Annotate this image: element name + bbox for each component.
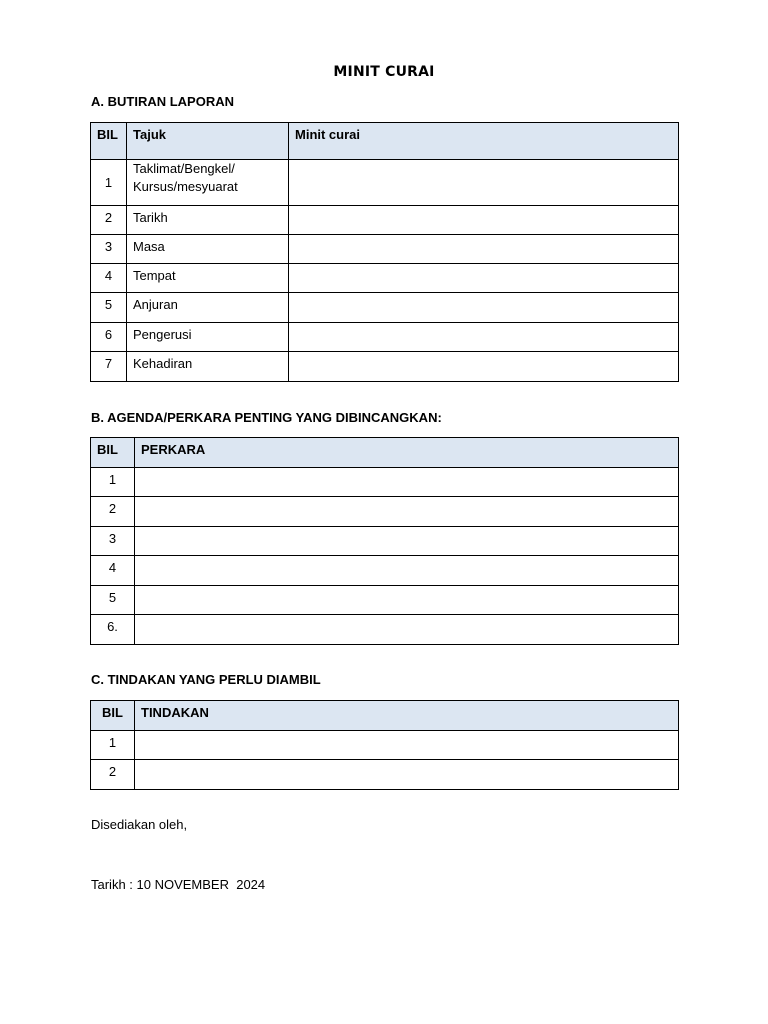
page-title: MINIT CURAI [333,64,435,80]
minit-cell[interactable] [289,323,679,352]
row-number: 1 [91,160,127,206]
tajuk-line: Taklimat/Bengkel/ [133,161,235,176]
header-bil: BIL [91,438,135,468]
section-c-heading: C. TINDAKAN YANG PERLU DIAMBIL [91,672,321,687]
table-row [91,323,679,352]
section-a-heading: A. BUTIRAN LAPORAN [91,94,234,109]
minit-cell[interactable] [289,293,679,323]
perkara-cell[interactable] [135,615,679,645]
table-row [91,352,679,382]
row-tajuk: Tarikh [127,206,289,235]
tindakan-cell[interactable] [135,731,679,760]
row-number: 4 [91,556,135,586]
row-tajuk: Anjuran [127,293,289,323]
table-header-row [91,701,679,731]
table-row [91,731,679,760]
table-header-row [91,438,679,468]
row-tajuk [127,160,289,206]
table-row [91,615,679,645]
minit-cell[interactable] [289,352,679,382]
table-row [91,206,679,235]
perkara-cell[interactable] [135,556,679,586]
perkara-cell[interactable] [135,527,679,556]
row-tajuk: Pengerusi [127,323,289,352]
table-row [91,235,679,264]
row-tajuk: Masa [127,235,289,264]
tajuk-line: Kursus/mesyuarat [133,179,238,194]
tindakan-cell[interactable] [135,760,679,790]
table-row [91,468,679,497]
header-minit-curai: Minit curai [289,123,679,160]
minit-cell[interactable] [289,206,679,235]
row-number: 3 [91,235,127,264]
row-number: 1 [91,468,135,497]
row-number: 4 [91,264,127,293]
header-bil: BIL [91,123,127,160]
header-tajuk: Tajuk [127,123,289,160]
tindakan-table [90,700,679,790]
row-tajuk: Kehadiran [127,352,289,382]
row-number: 6 [91,323,127,352]
table-row [91,160,679,206]
row-number: 5 [91,586,135,615]
table-row [91,264,679,293]
minit-cell[interactable] [289,235,679,264]
row-number: 2 [91,206,127,235]
header-perkara: PERKARA [135,438,679,468]
header-bil: BIL [91,701,135,731]
date-line: Tarikh : 10 NOVEMBER 2024 [91,877,266,892]
table-row [91,556,679,586]
table-row [91,293,679,323]
prepared-by-label: Disediakan oleh, [91,817,188,832]
row-number: 1 [91,731,135,760]
header-tindakan: TINDAKAN [135,701,679,731]
row-number: 2 [91,497,135,527]
table-row [91,760,679,790]
row-number: 7 [91,352,127,382]
table-row [91,586,679,615]
table-row [91,527,679,556]
row-tajuk: Tempat [127,264,289,293]
butiran-laporan-table [90,122,679,382]
perkara-cell[interactable] [135,586,679,615]
row-number: 3 [91,527,135,556]
row-number: 6. [91,615,135,645]
table-row [91,497,679,527]
perkara-cell[interactable] [135,497,679,527]
minit-cell[interactable] [289,264,679,293]
minit-cell[interactable] [289,160,679,206]
section-b-heading: B. AGENDA/PERKARA PENTING YANG DIBINCANGKAN: [91,410,442,425]
agenda-table [90,437,679,645]
row-number: 2 [91,760,135,790]
table-header-row [91,123,679,160]
row-number: 5 [91,293,127,323]
perkara-cell[interactable] [135,468,679,497]
